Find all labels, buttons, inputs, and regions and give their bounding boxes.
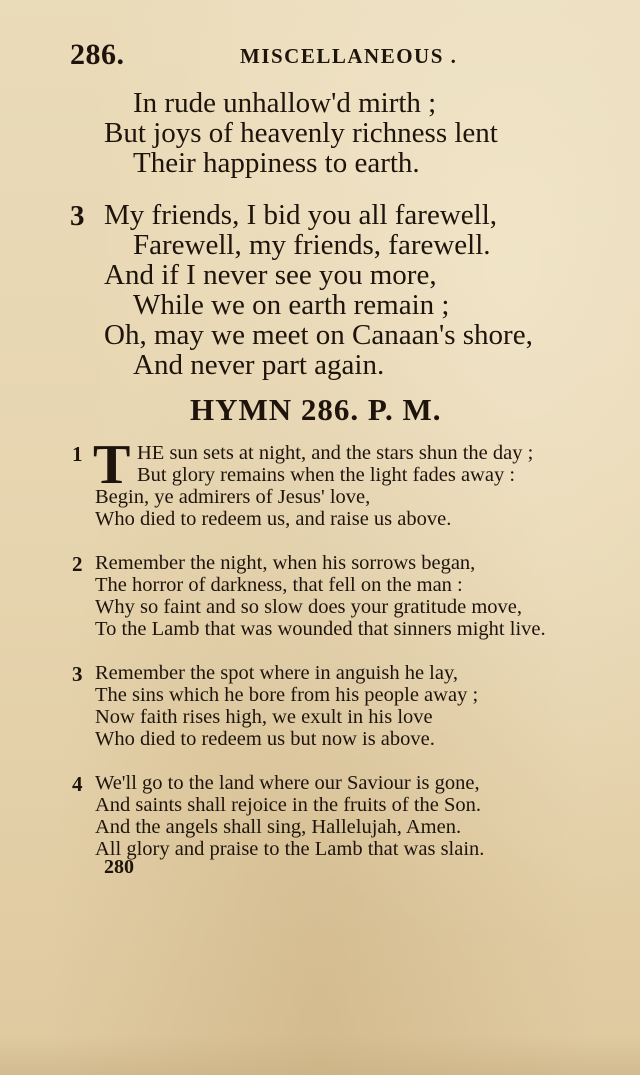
verse-line: Why so faint and so slow does your gratitude move, [95, 596, 523, 618]
verse-line: To the Lamb that was wounded that sinners might live. [95, 618, 546, 640]
verse-line: Remember the spot where in anguish he lay, [95, 662, 459, 684]
stanza-line: My friends, I bid you all farewell, [104, 199, 498, 231]
verse-line: Begin, ye admirers of Jesus' love, [95, 486, 371, 508]
verse-number: 2 [72, 552, 83, 576]
prev-hymn-line: But joys of heavenly richness lent [104, 117, 498, 149]
stanza-line: Farewell, my friends, farewell. [133, 229, 491, 261]
prev-hymn-line: Their happiness to earth. [133, 147, 420, 179]
verse-line: And the angels shall sing, Hallelujah, Amen. [95, 816, 462, 838]
verse-line: Remember the night, when his sorrows began, [95, 552, 476, 574]
stanza-number: 3 [70, 200, 85, 232]
verse-number: 4 [72, 772, 83, 796]
stanza-line: While we on earth remain ; [133, 289, 450, 321]
verse-line: Now faith rises high, we exult in his love [95, 706, 433, 728]
hymn-title: HYMN 286. P. M. [190, 392, 442, 427]
stanza-line: And never part again. [133, 349, 385, 381]
verse-line: HE sun sets at night, and the stars shun the day ; [137, 442, 534, 464]
verse-line: And saints shall rejoice in the fruits of the Son. [95, 794, 482, 816]
running-head: MISCELLANEOUS . [240, 44, 458, 68]
verse-line: But glory remains when the light fades away : [137, 464, 516, 486]
signature-mark: 280 [104, 856, 134, 878]
verse-line: The horror of darkness, that fell on the man : [95, 574, 463, 596]
stanza-line: Oh, may we meet on Canaan's shore, [104, 319, 533, 351]
prev-hymn-line: In rude unhallow'd mirth ; [133, 87, 437, 119]
drop-cap: T [93, 434, 131, 496]
verse-line: Who died to redeem us but now is above. [95, 728, 435, 750]
verse-number: 1 [72, 442, 83, 466]
verse-number: 3 [72, 662, 83, 686]
verse-line: We'll go to the land where our Saviour is gone, [95, 772, 480, 794]
stanza-line: And if I never see you more, [104, 259, 437, 291]
verse-line: Who died to redeem us, and raise us above. [95, 508, 452, 530]
page-number: 286. [70, 38, 125, 71]
verse-line: The sins which he bore from his people away ; [95, 684, 479, 706]
verse-line: All glory and praise to the Lamb that was slain. [95, 838, 485, 860]
